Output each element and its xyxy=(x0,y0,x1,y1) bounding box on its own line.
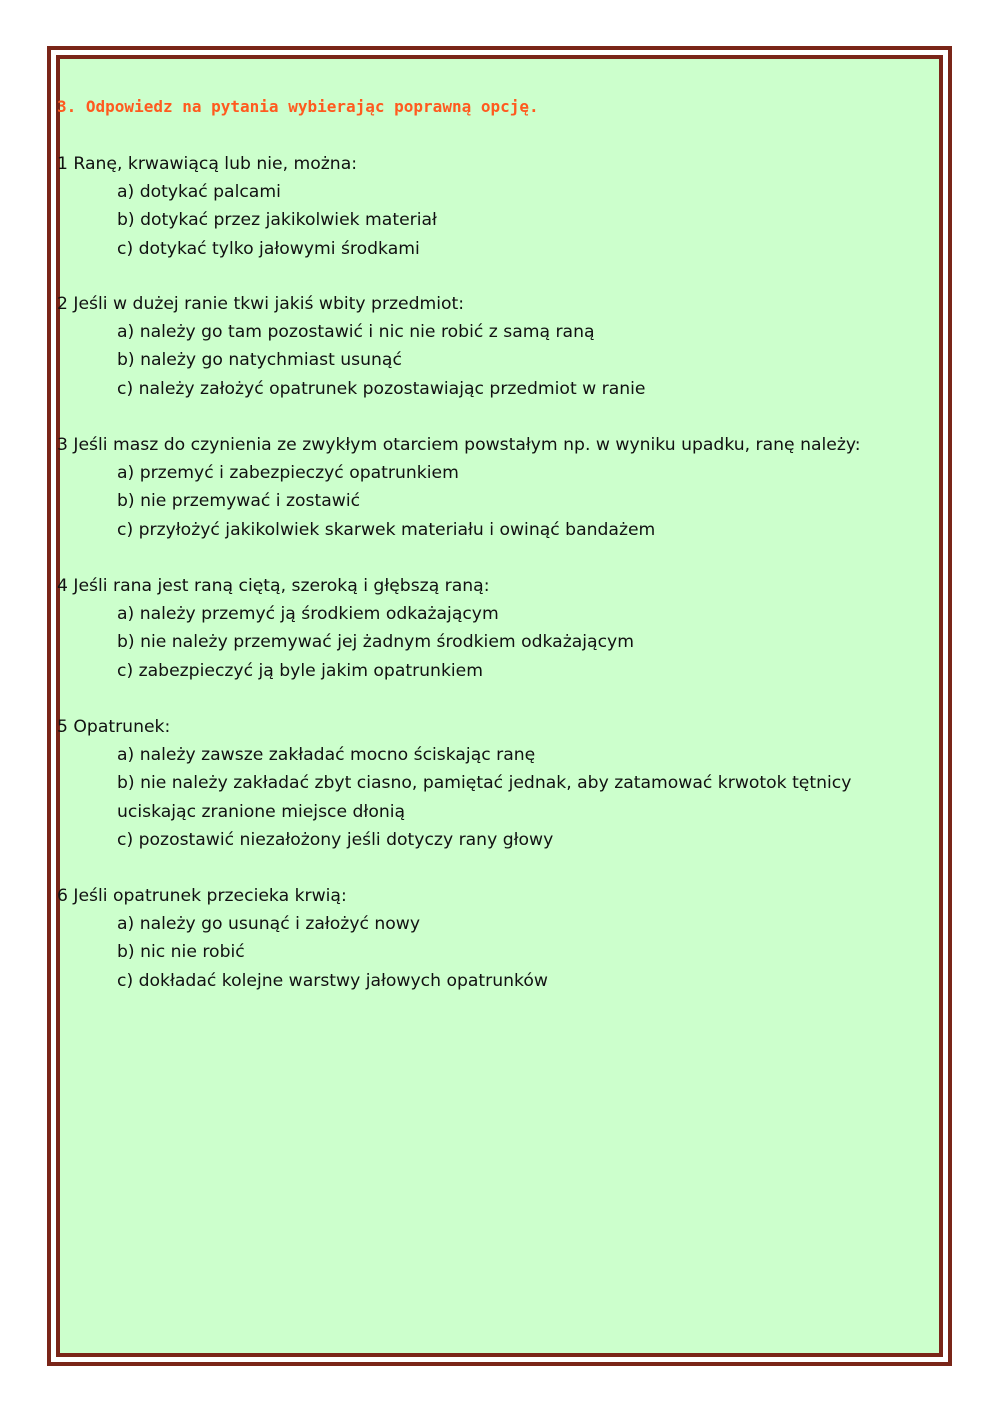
answer-option-c[interactable]: c) pozostawić niezałożony jeśli dotyczy rany głowy xyxy=(117,829,554,850)
answer-option-a[interactable]: a) należy go usunąć i założyć nowy xyxy=(117,914,421,935)
question-text: 6 Jeśli opatrunek przecieka krwią: xyxy=(57,886,347,906)
question-1 xyxy=(57,150,927,263)
answer-option-c[interactable]: c) dotykać tylko jałowymi środkami xyxy=(117,238,420,259)
question-2 xyxy=(57,290,927,403)
answer-option-b[interactable]: b) nic nie robić xyxy=(117,942,245,963)
worksheet-heading: 3. Odpowiedz na pytania wybierając poprawną opcję. xyxy=(57,97,539,116)
answer-option-c[interactable]: c) zabezpieczyć ją byle jakim opatrunkiem xyxy=(117,660,483,681)
question-text: 4 Jeśli rana jest raną ciętą, szeroką i głębszą raną: xyxy=(57,576,490,596)
question-6 xyxy=(57,882,927,995)
answer-option-a[interactable]: a) przemyć i zabezpieczyć opatrunkiem xyxy=(117,463,459,484)
answer-option-a[interactable]: a) należy go tam pozostawić i nic nie robić z samą raną xyxy=(117,322,595,343)
question-3 xyxy=(57,431,927,544)
question-text: 1 Ranę, krwawiącą lub nie, można: xyxy=(57,154,358,174)
answer-option-c[interactable]: c) dokładać kolejne warstwy jałowych opatrunków xyxy=(117,970,548,991)
question-5 xyxy=(57,713,927,854)
answer-option-b[interactable]: b) dotykać przez jakikolwiek materiał xyxy=(117,210,437,231)
answer-option-b[interactable]: b) nie przemywać i zostawić xyxy=(117,491,361,512)
answer-option-b[interactable]: b) nie należy przemywać jej żadnym środkiem odkażającym xyxy=(117,632,634,653)
answer-option-b[interactable]: b) należy go natychmiast usunąć xyxy=(117,350,402,371)
answer-option-c[interactable]: c) przyłożyć jakikolwiek skarwek materiału i owinąć bandażem xyxy=(117,519,656,540)
answer-option-a[interactable]: a) dotykać palcami xyxy=(117,182,281,203)
question-text: 5 Opatrunek: xyxy=(57,717,171,737)
answer-option-a[interactable]: a) należy zawsze zakładać mocno ściskając ranę xyxy=(117,745,536,766)
question-text: 2 Jeśli w dużej ranie tkwi jakiś wbity przedmiot: xyxy=(57,294,465,314)
answer-option-b[interactable]: b) nie należy zakładać zbyt ciasno, pamiętać jednak, aby zatamować krwotok tętnicy uciskając zranione miejsce dłonią xyxy=(117,773,852,822)
answer-option-a[interactable]: a) należy przemyć ją środkiem odkażającym xyxy=(117,604,499,625)
question-4 xyxy=(57,572,927,685)
answer-option-c[interactable]: c) należy założyć opatrunek pozostawiając przedmiot w ranie xyxy=(117,378,646,399)
question-text: 3 Jeśli masz do czynienia ze zwykłym otarciem powstałym np. w wyniku upadku, ranę należy: xyxy=(57,435,861,455)
